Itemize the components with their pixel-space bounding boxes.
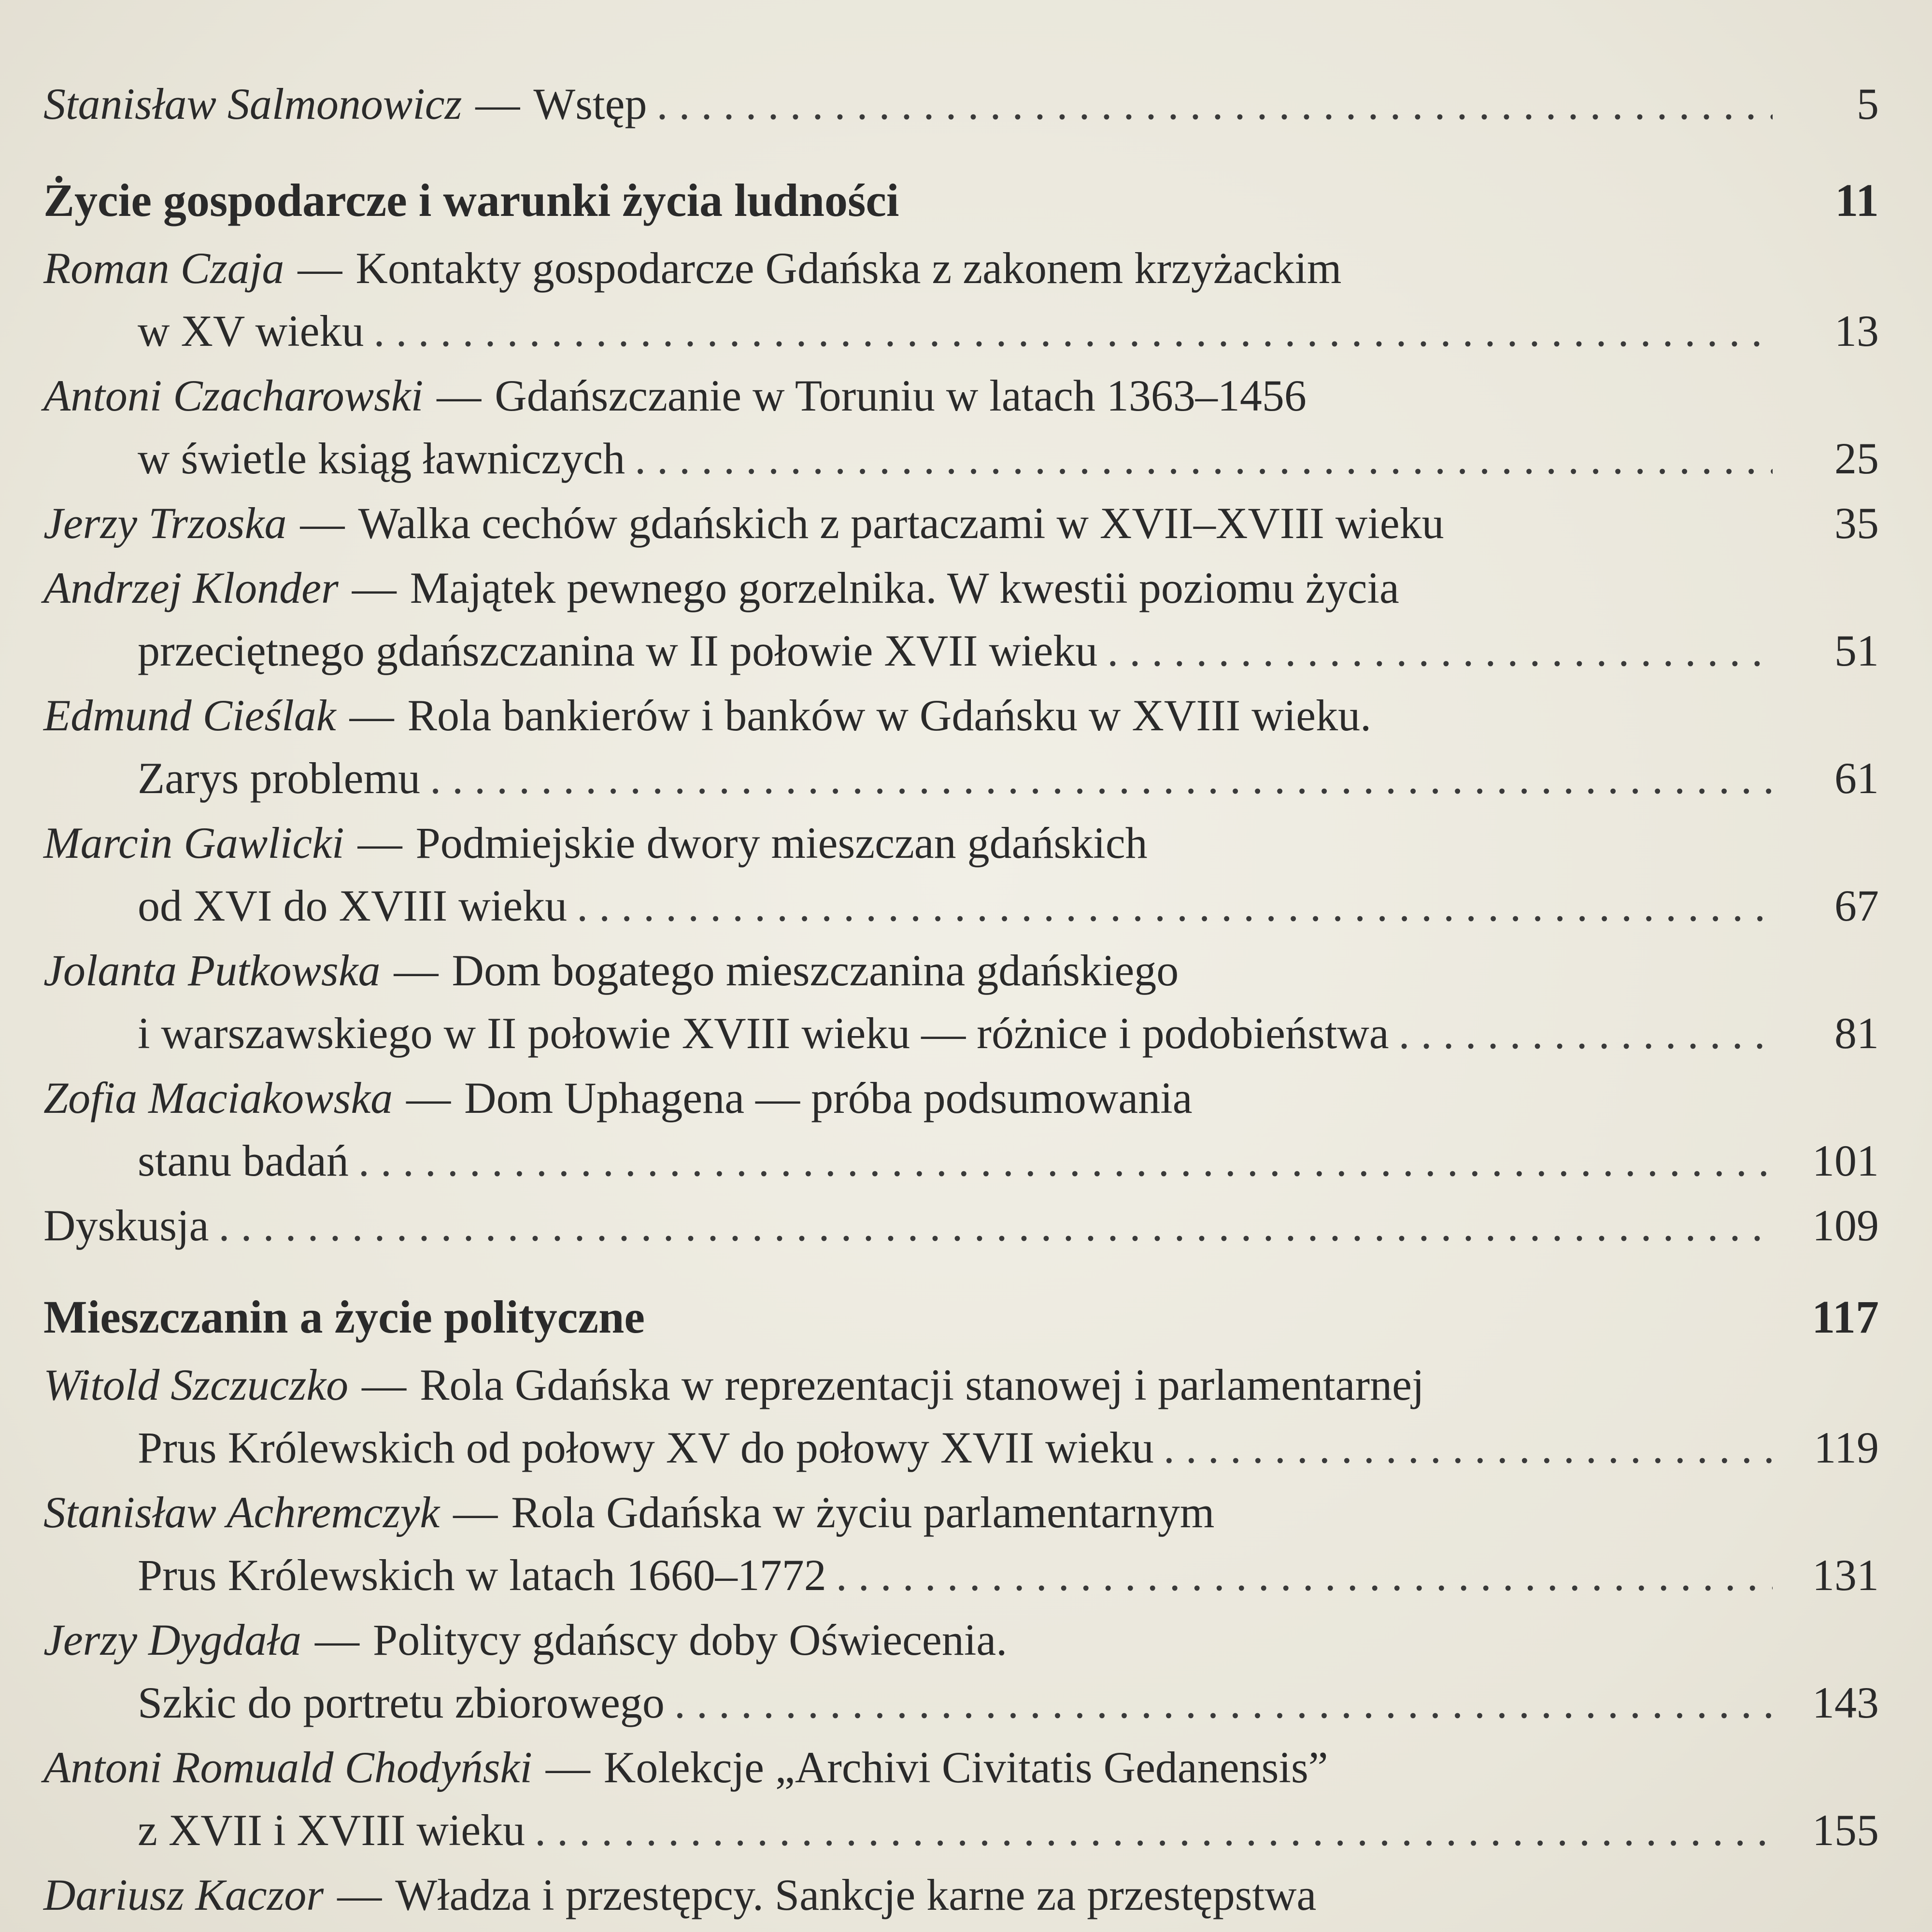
leader-dots: [656, 72, 1773, 135]
entry-title-line2: w XV wieku: [138, 306, 364, 355]
leader-dots: [358, 1129, 1773, 1192]
entry-title-line2: Zarys problemu: [138, 753, 421, 803]
leader-dots: [577, 874, 1773, 937]
entry-author: Zofia Maciakowska: [43, 1073, 393, 1122]
entry-title-line2: Szkic do portretu zbiorowego: [138, 1678, 665, 1727]
toc-entry[interactable]: [43, 492, 1879, 554]
entry-title: Wstęp: [533, 79, 647, 128]
entry-author: Witold Szczuczko: [43, 1360, 349, 1409]
leader-dots: [430, 747, 1773, 810]
entry-title-line2: Prus Królewskich w latach 1660–1772: [138, 1550, 826, 1600]
entry-page: 61: [1834, 753, 1879, 803]
entry-page: 155: [1812, 1805, 1879, 1855]
entry-title: Dyskusja: [43, 1201, 209, 1250]
entry-title-line1: Rola bankierów i banków w Gdańsku w XVIII wieku.: [407, 691, 1372, 740]
entry-page: 67: [1834, 881, 1879, 930]
toc-entry[interactable]: [43, 1608, 1879, 1734]
entry-title-line1: Dom Uphagena — próba podsumowania: [464, 1073, 1193, 1122]
entry-dash: —: [545, 1743, 590, 1792]
entry-page: 143: [1812, 1678, 1879, 1727]
section-heading-politics[interactable]: [43, 1286, 1879, 1349]
toc-entry[interactable]: [43, 556, 1879, 682]
toc-entry[interactable]: [43, 1481, 1879, 1606]
entry-author: Jerzy Trzoska: [43, 498, 287, 548]
leader-dots: [836, 1544, 1773, 1606]
entry-author: Antoni Romuald Chodyński: [43, 1743, 532, 1792]
entry-dash: —: [352, 563, 397, 612]
entry-title-line1: Walka cechów gdańskich z partaczami w XVII–XVIII wieku: [358, 498, 1444, 548]
section-page: 117: [1812, 1291, 1879, 1343]
entry-dash: —: [300, 498, 345, 548]
entry-page: 109: [1812, 1201, 1879, 1250]
entry-author: Andrzej Klonder: [43, 563, 339, 612]
entry-author: Dariusz Kaczor: [43, 1870, 324, 1919]
entry-title-line1: Rola Gdańska w życiu parlamentarnym: [511, 1488, 1215, 1537]
toc-entry[interactable]: [43, 364, 1879, 490]
section-title: Życie gospodarcze i warunki życia ludności: [43, 174, 899, 226]
entry-title-line1: Majątek pewnego gorzelnika. W kwestii poziomu życia: [410, 563, 1399, 612]
entry-author: Jerzy Dygdała: [43, 1615, 301, 1664]
toc-entry[interactable]: [43, 939, 1879, 1065]
entry-author: Roman Czaja: [43, 243, 284, 293]
toc-entry[interactable]: [43, 1736, 1879, 1861]
leader-dots: [1399, 1002, 1773, 1065]
leader-dots: [535, 1799, 1773, 1861]
entry-title-line2: przeciętnego gdańszczanina w II połowie XVII wieku: [138, 626, 1098, 675]
toc-entry[interactable]: [43, 684, 1879, 810]
entry-dash: —: [337, 1870, 382, 1919]
table-of-contents: [43, 72, 1879, 1926]
entry-author: Stanisław Achremczyk: [43, 1488, 440, 1537]
entry-page: 25: [1834, 434, 1879, 483]
entry-author: Stanisław Salmonowicz: [43, 79, 462, 128]
toc-entry[interactable]: [43, 811, 1879, 937]
entry-dash: —: [406, 1073, 451, 1122]
leader-dots: [674, 1671, 1773, 1734]
entry-title-line2: od XVI do XVIII wieku: [138, 881, 568, 930]
entry-page: 101: [1812, 1136, 1879, 1185]
entry-title-line2: z XVII i XVIII wieku: [138, 1805, 526, 1855]
entry-title-line1: Dom bogatego mieszczanina gdańskiego: [452, 946, 1179, 995]
toc-entry[interactable]: [43, 237, 1879, 362]
section-page: 11: [1835, 174, 1879, 226]
leader-dots: [1164, 1416, 1773, 1479]
entry-dash: —: [298, 243, 342, 293]
entry-author: Edmund Cieślak: [43, 691, 336, 740]
entry-page: 13: [1834, 306, 1879, 355]
entry-dash: —: [357, 818, 402, 867]
entry-page: 119: [1814, 1423, 1879, 1472]
leader-dots: [1107, 619, 1773, 682]
entry-dash: —: [394, 946, 439, 995]
entry-title-line2: Prus Królewskich od połowy XV do połowy XVII wieku: [138, 1423, 1154, 1472]
entry-title-line2: i warszawskiego w II połowie XVIII wieku — różnice i podobieństwa: [138, 1009, 1389, 1058]
entry-page: 51: [1834, 626, 1879, 675]
entry-dash: —: [362, 1360, 407, 1409]
entry-dash: —: [475, 79, 520, 128]
entry-author: Jolanta Putkowska: [43, 946, 381, 995]
entry-title-line2: w świetle ksiąg ławniczych: [138, 434, 625, 483]
entry-dash: —: [437, 371, 482, 420]
section-heading-economy[interactable]: [43, 169, 1879, 232]
entry-page: 131: [1812, 1550, 1879, 1600]
entry-page: 81: [1834, 1009, 1879, 1058]
entry-author: Antoni Czacharowski: [43, 371, 424, 420]
toc-entry-intro[interactable]: [43, 72, 1879, 135]
entry-author: Marcin Gawlicki: [43, 818, 344, 867]
entry-title-line1: Politycy gdańscy doby Oświecenia.: [372, 1615, 1008, 1664]
entry-dash: —: [453, 1488, 498, 1537]
toc-entry[interactable]: [43, 1353, 1879, 1479]
leader-dots: [218, 1194, 1773, 1257]
entry-page: 35: [1834, 498, 1879, 548]
entry-title-line1: Kontakty gospodarcze Gdańska z zakonem krzyżackim: [355, 243, 1342, 293]
entry-page: 5: [1857, 79, 1879, 128]
entry-dash: —: [349, 691, 394, 740]
leader-dots: [374, 299, 1773, 362]
entry-title-line1: Rola Gdańska w reprezentacji stanowej i parlamentarnej: [420, 1360, 1424, 1409]
entry-title-line1: Gdańszczanie w Toruniu w latach 1363–1456: [495, 371, 1307, 420]
toc-entry-discussion[interactable]: [43, 1194, 1879, 1257]
entry-title-line1: Kolekcje „Archivi Civitatis Gedanensis”: [603, 1743, 1328, 1792]
entry-title-line2: stanu badań: [138, 1136, 349, 1185]
toc-entry[interactable]: [43, 1066, 1879, 1192]
entry-title-line1: Podmiejskie dwory mieszczan gdańskich: [415, 818, 1148, 867]
section-title: Mieszczanin a życie polityczne: [43, 1291, 645, 1343]
toc-entry[interactable]: [43, 1863, 1879, 1926]
leader-dots: [635, 427, 1773, 490]
entry-title-line1: Władza i przestępcy. Sankcje karne za przestępstwa: [395, 1870, 1317, 1919]
entry-dash: —: [314, 1615, 359, 1664]
